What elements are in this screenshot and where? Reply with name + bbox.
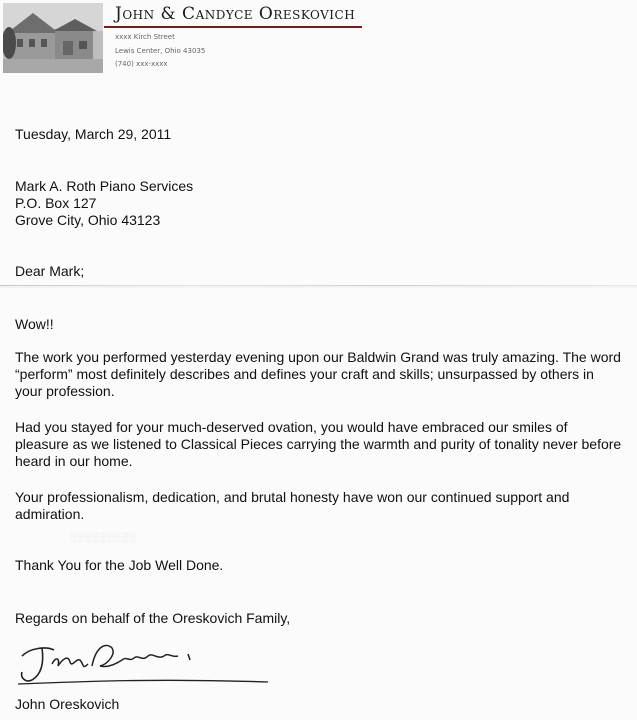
letterhead-names: John & Candyce Oreskovich bbox=[115, 4, 356, 24]
handwritten-signature bbox=[12, 634, 272, 690]
recipient-name: Mark A. Roth Piano Services bbox=[15, 178, 194, 194]
salutation: Dear Mark; bbox=[15, 263, 85, 279]
letterhead-street: xxxx Kirch Street bbox=[115, 33, 175, 41]
bleed-through-text: ░░░░░░░░░ bbox=[70, 532, 137, 542]
letterhead-city: Lewis Center, Ohio 43035 bbox=[115, 47, 206, 55]
paragraph-performance: The work you performed yesterday evening upon our Baldwin Grand was truly amazing. The word “perform” most definitely describes and defines your craft and skills; unsurpassed by others in your profession. bbox=[15, 349, 621, 399]
letterhead-rule bbox=[104, 26, 362, 28]
signature-name: John Oreskovich bbox=[15, 696, 120, 712]
letterhead-phone: (740) xxx-xxxx bbox=[115, 60, 168, 68]
thanks-line: Thank You for the Job Well Done. bbox=[15, 557, 224, 573]
recipient-box: P.O. Box 127 bbox=[15, 195, 97, 211]
paragraph-professionalism: Your professionalism, dedication, and brutal honesty have won our continued support and admiration. bbox=[15, 489, 570, 522]
closing-line: Regards on behalf of the Oreskovich Family, bbox=[15, 610, 291, 626]
paragraph-ovation: Had you stayed for your much-deserved ovation, you would have embraced our smiles of pleasure as we listened to Classical Pieces carrying the warmth and purity of tonality never before heard in our home. bbox=[15, 419, 622, 469]
recipient-city: Grove City, Ohio 43123 bbox=[15, 212, 161, 228]
letter-date: Tuesday, March 29, 2011 bbox=[15, 126, 172, 142]
opening-line: Wow!! bbox=[15, 316, 54, 332]
house-photo bbox=[3, 3, 103, 73]
